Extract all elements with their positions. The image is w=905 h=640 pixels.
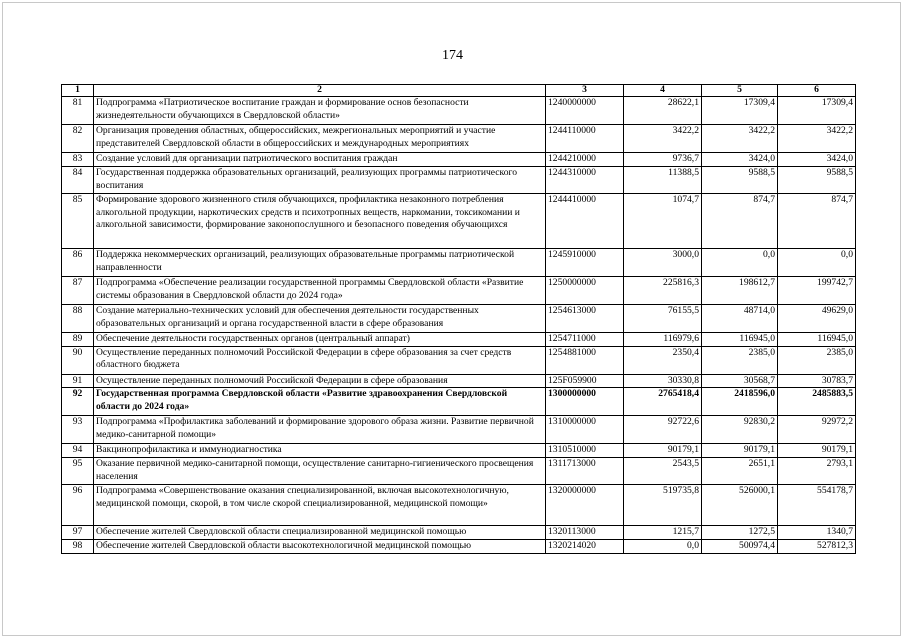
row-value-col5: 3424,0: [702, 153, 778, 167]
row-value-col6: 17309,4: [778, 97, 856, 125]
row-code: 1244210000: [546, 153, 624, 167]
row-value-col5: 92830,2: [702, 416, 778, 444]
row-name: Создание материально-технических условий для обеспечения деятельности государственных образовательных организаций и органа государственной власти в сфере образования: [94, 304, 546, 332]
row-number: 96: [62, 485, 94, 526]
row-value-col5: 0,0: [702, 248, 778, 276]
row-value-col6: 92972,2: [778, 416, 856, 444]
row-value-col6: 116945,0: [778, 332, 856, 346]
row-value-col6: 0,0: [778, 248, 856, 276]
row-number: 82: [62, 125, 94, 153]
row-value-col4: 0,0: [624, 539, 702, 553]
row-value-col5: 874,7: [702, 193, 778, 248]
row-code: 1244310000: [546, 166, 624, 193]
row-value-col5: 500974,4: [702, 539, 778, 553]
row-code: 1310510000: [546, 444, 624, 458]
row-number: 88: [62, 304, 94, 332]
row-code: 1250000000: [546, 276, 624, 304]
row-number: 83: [62, 153, 94, 167]
row-number: 94: [62, 444, 94, 458]
row-number: 91: [62, 374, 94, 388]
row-value-col4: 2765418,4: [624, 388, 702, 416]
page-number: 174: [442, 48, 463, 63]
row-value-col6: 9588,5: [778, 166, 856, 193]
row-value-col4: 3422,2: [624, 125, 702, 153]
table-row: [62, 485, 856, 526]
row-value-col5: 9588,5: [702, 166, 778, 193]
header-row: [62, 85, 856, 97]
row-name: Осуществление переданных полномочий Российской Федерации в сфере образования: [94, 374, 546, 388]
row-name: Подпрограмма «Совершенствование оказания специализированной, включая высокотехнологичную, медицинской помощи, скорой, в том числе скорой специализированной, медицинской помощи»: [94, 485, 546, 526]
row-value-col6: 527812,3: [778, 539, 856, 553]
table-row: [62, 332, 856, 346]
row-value-col6: 874,7: [778, 193, 856, 248]
row-code: 1320214020: [546, 539, 624, 553]
budget-table: [61, 84, 856, 554]
row-name: Создание условий для организации патриотического воспитания граждан: [94, 153, 546, 167]
row-value-col6: 49629,0: [778, 304, 856, 332]
row-code: 1254881000: [546, 346, 624, 374]
row-name: Обеспечение жителей Свердловской области высокотехнологичной медицинской помощью: [94, 539, 546, 553]
row-value-col4: 519735,8: [624, 485, 702, 526]
row-value-col6: 199742,7: [778, 276, 856, 304]
row-number: 92: [62, 388, 94, 416]
row-code: 1244410000: [546, 193, 624, 248]
table-row: [62, 526, 856, 540]
row-number: 93: [62, 416, 94, 444]
table-body: [62, 97, 856, 554]
row-value-col4: 90179,1: [624, 444, 702, 458]
row-number: 97: [62, 526, 94, 540]
row-number: 85: [62, 193, 94, 248]
row-code: 1310000000: [546, 416, 624, 444]
row-value-col6: 2485883,5: [778, 388, 856, 416]
row-value-col4: 92722,6: [624, 416, 702, 444]
row-value-col4: 3000,0: [624, 248, 702, 276]
row-value-col4: 2543,5: [624, 458, 702, 485]
row-code: 1254613000: [546, 304, 624, 332]
row-code: 1320000000: [546, 485, 624, 526]
row-name: Формирование здорового жизненного стиля обучающихся, профилактика незаконного потребления алкогольной продукции, наркотических средств и психотропных веществ, наркомании, токсикомании и алкогольной зависимости, формирование законопослушного и безопасного поведения обучающихся: [94, 193, 546, 248]
table-row: [62, 166, 856, 193]
row-value-col5: 17309,4: [702, 97, 778, 125]
table-row: [62, 304, 856, 332]
row-code: 1245910000: [546, 248, 624, 276]
table-row: [62, 153, 856, 167]
row-number: 81: [62, 97, 94, 125]
row-number: 86: [62, 248, 94, 276]
row-value-col4: 11388,5: [624, 166, 702, 193]
row-code: 1300000000: [546, 388, 624, 416]
row-value-col4: 1074,7: [624, 193, 702, 248]
row-value-col5: 30568,7: [702, 374, 778, 388]
row-value-col4: 28622,1: [624, 97, 702, 125]
table-row: [62, 125, 856, 153]
column-header: 1: [62, 85, 94, 97]
row-value-col6: 90179,1: [778, 444, 856, 458]
column-header: 6: [778, 85, 856, 97]
row-value-col5: 3422,2: [702, 125, 778, 153]
row-value-col6: 3422,2: [778, 125, 856, 153]
table-row: [62, 346, 856, 374]
row-value-col6: 554178,7: [778, 485, 856, 526]
row-value-col5: 198612,7: [702, 276, 778, 304]
row-name: Вакцинопрофилактика и иммунодиагностика: [94, 444, 546, 458]
row-number: 95: [62, 458, 94, 485]
row-name: Государственная поддержка образовательных организаций, реализующих программы патриотического воспитания: [94, 166, 546, 193]
column-header: 3: [546, 85, 624, 97]
row-value-col5: 2418596,0: [702, 388, 778, 416]
row-value-col6: 2385,0: [778, 346, 856, 374]
row-number: 98: [62, 539, 94, 553]
column-header: 5: [702, 85, 778, 97]
table-row: [62, 416, 856, 444]
row-code: 1254711000: [546, 332, 624, 346]
row-value-col5: 2651,1: [702, 458, 778, 485]
row-name: Подпрограмма «Патриотическое воспитание граждан и формирование основ безопасности жизнедеятельности обучающихся в Свердловской области»: [94, 97, 546, 125]
row-number: 84: [62, 166, 94, 193]
row-value-col4: 30330,8: [624, 374, 702, 388]
row-value-col5: 526000,1: [702, 485, 778, 526]
table-row: [62, 374, 856, 388]
row-value-col6: 2793,1: [778, 458, 856, 485]
row-name: Подпрограмма «Профилактика заболеваний и формирование здорового образа жизни. Развитие первичной медико-санитарной помощи»: [94, 416, 546, 444]
row-value-col4: 76155,5: [624, 304, 702, 332]
table-row: [62, 539, 856, 553]
row-name: Обеспечение жителей Свердловской области специализированной медицинской помощью: [94, 526, 546, 540]
row-value-col5: 90179,1: [702, 444, 778, 458]
row-name: Подпрограмма «Обеспечение реализации государственной программы Свердловской области «Развитие системы образования в Свердловской области до 2024 года»: [94, 276, 546, 304]
table-row: [62, 276, 856, 304]
column-header: 2: [94, 85, 546, 97]
row-value-col6: 1340,7: [778, 526, 856, 540]
row-name: Оказание первичной медико-санитарной помощи, осуществление санитарно-гигиенического просвещения населения: [94, 458, 546, 485]
row-value-col5: 116945,0: [702, 332, 778, 346]
row-value-col5: 2385,0: [702, 346, 778, 374]
row-name: Обеспечение деятельности государственных органов (центральный аппарат): [94, 332, 546, 346]
row-value-col6: 3424,0: [778, 153, 856, 167]
row-name: Организация проведения областных, общероссийских, межрегиональных мероприятий и участие представителей Свердловской области в общероссийских и международных мероприятиях: [94, 125, 546, 153]
column-header: 4: [624, 85, 702, 97]
row-number: 89: [62, 332, 94, 346]
row-code: 125F059900: [546, 374, 624, 388]
table-row: [62, 444, 856, 458]
row-value-col4: 9736,7: [624, 153, 702, 167]
table-row: [62, 97, 856, 125]
table-row: [62, 248, 856, 276]
row-code: 1244110000: [546, 125, 624, 153]
row-value-col4: 225816,3: [624, 276, 702, 304]
row-value-col6: 30783,7: [778, 374, 856, 388]
row-name: Осуществление переданных полномочий Российской Федерации в сфере образования за счет средств областного бюджета: [94, 346, 546, 374]
table-row: [62, 388, 856, 416]
row-code: 1311713000: [546, 458, 624, 485]
row-value-col4: 116979,6: [624, 332, 702, 346]
row-value-col5: 48714,0: [702, 304, 778, 332]
row-value-col5: 1272,5: [702, 526, 778, 540]
row-name: Поддержка некоммерческих организаций, реализующих образовательные программы патриотической направленности: [94, 248, 546, 276]
row-name: Государственная программа Свердловской области «Развитие здравоохранения Свердловской области до 2024 года»: [94, 388, 546, 416]
row-number: 90: [62, 346, 94, 374]
table-row: [62, 458, 856, 485]
row-code: 1240000000: [546, 97, 624, 125]
row-code: 1320113000: [546, 526, 624, 540]
row-number: 87: [62, 276, 94, 304]
row-value-col4: 1215,7: [624, 526, 702, 540]
row-value-col4: 2350,4: [624, 346, 702, 374]
table-row: [62, 193, 856, 248]
